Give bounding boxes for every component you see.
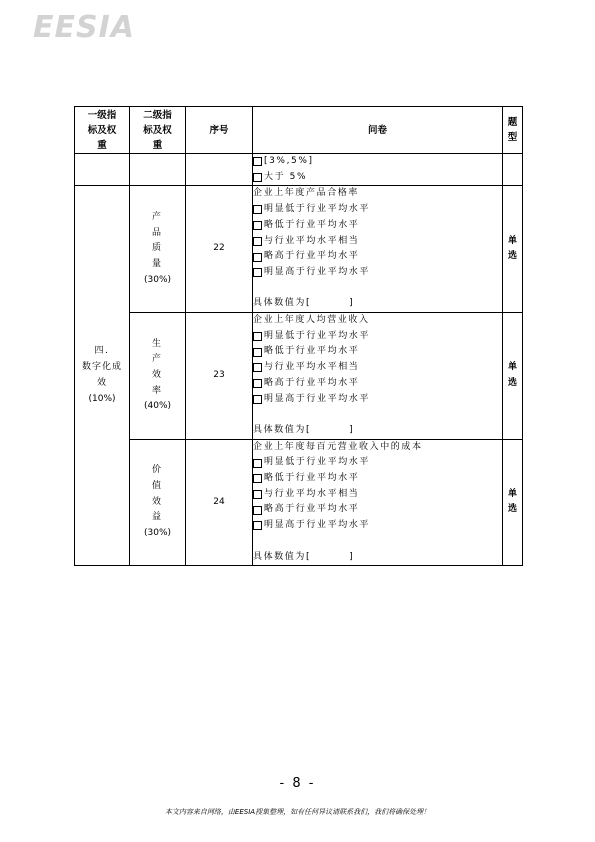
question-number: 24 xyxy=(186,439,253,566)
checkbox-icon[interactable] xyxy=(253,237,262,246)
secondary-indicator: 产品质量 (30%) xyxy=(130,186,186,313)
option-item[interactable]: 与行业平均水平相当 xyxy=(253,360,502,376)
question-text: 企业上年度产品合格率 xyxy=(253,188,360,199)
option-item[interactable]: 略高于行业平均水平 xyxy=(253,249,502,265)
question-type: 单选 xyxy=(503,186,523,313)
question-type: 单选 xyxy=(503,313,523,440)
question-cell xyxy=(253,439,503,566)
continuation-options xyxy=(253,154,503,186)
continuation-row xyxy=(75,154,523,186)
option-item[interactable]: 大于 5% xyxy=(253,170,502,186)
value-input-line[interactable]: 具体数值为[ ] xyxy=(253,551,353,562)
question-number: 23 xyxy=(186,313,253,440)
eesia-logo: EESIA xyxy=(33,10,135,45)
survey-table xyxy=(74,106,523,566)
checkbox-icon[interactable] xyxy=(253,506,262,515)
page-number: - 8 - xyxy=(279,776,316,791)
question-number: 22 xyxy=(186,186,253,313)
checkbox-icon[interactable] xyxy=(253,173,262,182)
table-header-row xyxy=(75,107,523,154)
checkbox-icon[interactable] xyxy=(253,253,262,262)
col-header-secondary: 二级指标及权重 xyxy=(130,107,186,154)
checkbox-icon[interactable] xyxy=(253,459,262,468)
checkbox-icon[interactable] xyxy=(253,348,262,357)
col-header-number: 序号 xyxy=(186,107,253,154)
primary-indicator: 四. 数字化成效 (10%) xyxy=(75,186,130,566)
value-input-line[interactable]: 具体数值为[ ] xyxy=(253,298,353,309)
question-cell xyxy=(253,186,503,313)
col-header-primary: 一级指标及权重 xyxy=(75,107,130,154)
checkbox-icon[interactable] xyxy=(253,205,262,214)
option-item[interactable]: 与行业平均水平相当 xyxy=(253,487,502,503)
checkbox-icon[interactable] xyxy=(253,221,262,230)
option-item[interactable]: [3%,5%] xyxy=(253,154,502,170)
checkbox-icon[interactable] xyxy=(253,332,262,341)
question-cell xyxy=(253,313,503,440)
option-item[interactable]: 明显高于行业平均水平 xyxy=(253,518,502,534)
checkbox-icon[interactable] xyxy=(253,521,262,530)
secondary-indicator: 生产效率 (40%) xyxy=(130,313,186,440)
option-item[interactable]: 与行业平均水平相当 xyxy=(253,234,502,250)
option-item[interactable]: 明显低于行业平均水平 xyxy=(253,202,502,218)
question-text: 企业上年度每百元营业收入中的成本 xyxy=(253,441,423,452)
footer-notice: 本文内容来自网络，由EESIA搜集整理，如有任何异议请联系我们，我们将确保处理！ xyxy=(164,808,431,816)
option-item[interactable]: 略高于行业平均水平 xyxy=(253,502,502,518)
checkbox-icon[interactable] xyxy=(253,490,262,499)
checkbox-icon[interactable] xyxy=(253,379,262,388)
option-item[interactable]: 略低于行业平均水平 xyxy=(253,471,502,487)
secondary-indicator: 价值效益 (30%) xyxy=(130,439,186,566)
col-header-question: 问卷 xyxy=(253,107,503,154)
option-item[interactable]: 略低于行业平均水平 xyxy=(253,218,502,234)
question-text: 企业上年度人均营业收入 xyxy=(253,315,370,326)
value-input-line[interactable]: 具体数值为[ ] xyxy=(253,424,353,435)
table-row xyxy=(75,186,523,313)
table-row xyxy=(75,439,523,566)
checkbox-icon[interactable] xyxy=(253,395,262,404)
option-item[interactable]: 略低于行业平均水平 xyxy=(253,344,502,360)
table-row xyxy=(75,313,523,440)
question-type: 单选 xyxy=(503,439,523,566)
col-header-type: 题型 xyxy=(503,107,523,154)
checkbox-icon[interactable] xyxy=(253,157,262,166)
option-item[interactable]: 明显低于行业平均水平 xyxy=(253,455,502,471)
option-item[interactable]: 略高于行业平均水平 xyxy=(253,376,502,392)
option-item[interactable]: 明显高于行业平均水平 xyxy=(253,392,502,408)
checkbox-icon[interactable] xyxy=(253,474,262,483)
option-item[interactable]: 明显高于行业平均水平 xyxy=(253,265,502,281)
checkbox-icon[interactable] xyxy=(253,268,262,277)
checkbox-icon[interactable] xyxy=(253,363,262,372)
option-item[interactable]: 明显低于行业平均水平 xyxy=(253,329,502,345)
